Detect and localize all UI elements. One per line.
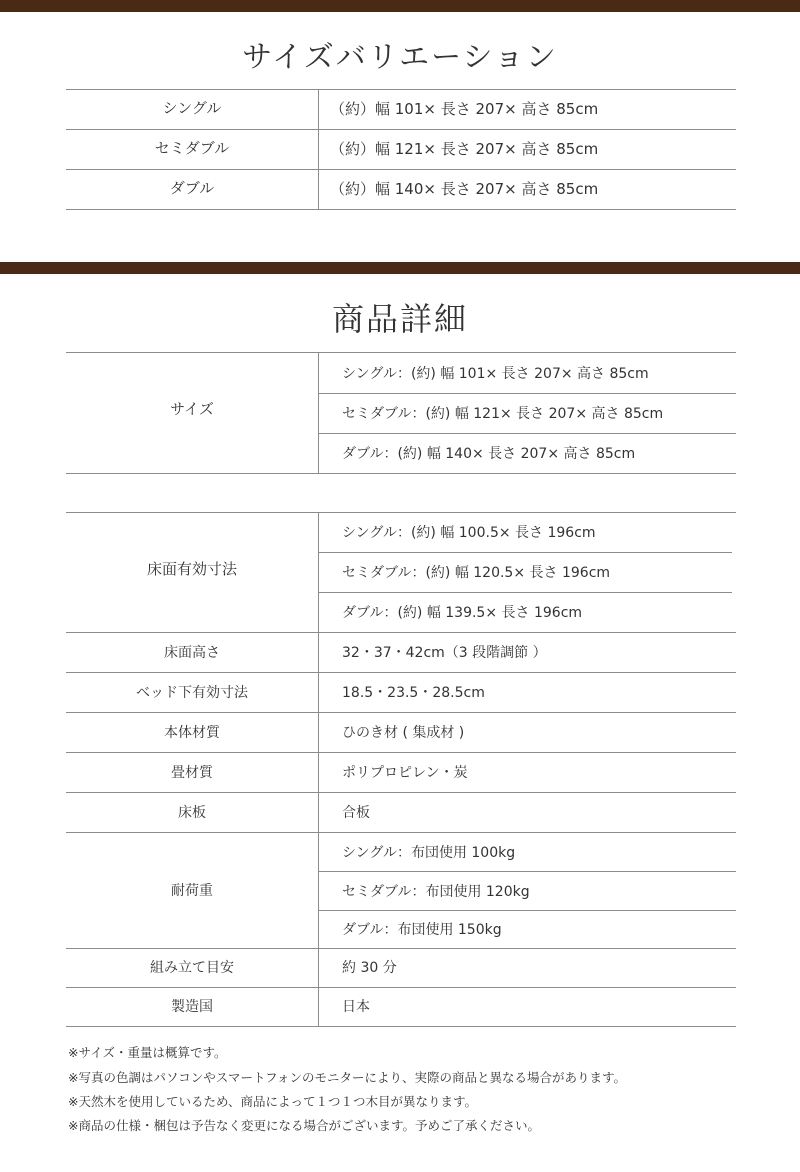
floorboard-label: 床板 bbox=[178, 805, 206, 821]
size-value-semidouble: セミダブル：(約) 幅 121× 長さ 207× 高さ 85cm bbox=[342, 406, 664, 422]
details-title: 商品詳細 bbox=[331, 300, 468, 338]
variation-label-semidouble: セミダブル bbox=[154, 139, 230, 157]
floor-value-double: ダブル：(約) 幅 139.5× 長さ 196cm bbox=[342, 605, 583, 621]
size-value-double: ダブル：(約) 幅 140× 長さ 207× 高さ 85cm bbox=[342, 446, 636, 462]
variation-value-double: （約）幅 140× 長さ 207× 高さ 85cm bbox=[330, 180, 599, 198]
tatami-material-label: 畳材質 bbox=[171, 765, 213, 781]
under-bed-label: ベッド下有効寸法 bbox=[136, 685, 248, 701]
load-value-single: シングル：布団使用 100kg bbox=[342, 845, 516, 861]
origin-value: 日本 bbox=[342, 999, 370, 1015]
floorboard-value: 合板 bbox=[342, 805, 370, 821]
floor-label: 床面有効寸法 bbox=[146, 560, 237, 578]
floor-value-single: シングル：(約) 幅 100.5× 長さ 196cm bbox=[342, 525, 596, 541]
section-divider-bar bbox=[0, 262, 800, 274]
load-label: 耐荷重 bbox=[171, 883, 213, 899]
assembly-value: 約 30 分 bbox=[342, 960, 397, 976]
note-2: ※写真の色調はパソコンやスマートフォンのモニターにより、実際の商品と異なる場合があります。 bbox=[68, 1070, 626, 1085]
load-value-double: ダブル：布団使用 150kg bbox=[342, 922, 502, 938]
variation-label-single: シングル bbox=[162, 99, 222, 117]
size-value-single: シングル：(約) 幅 101× 長さ 207× 高さ 85cm bbox=[342, 366, 649, 382]
variation-label-double: ダブル bbox=[169, 179, 215, 197]
body-material-label: 本体材質 bbox=[164, 725, 220, 741]
under-bed-value: 18.5・23.5・28.5cm bbox=[342, 685, 485, 701]
floor-value-semidouble: セミダブル：(約) 幅 120.5× 長さ 196cm bbox=[342, 565, 611, 581]
variation-value-single: （約）幅 101× 長さ 207× 高さ 85cm bbox=[330, 100, 599, 118]
note-1: ※サイズ・重量は概算です。 bbox=[68, 1045, 227, 1060]
tatami-material-value: ポリプロピレン・炭 bbox=[342, 765, 468, 781]
floor-height-label: 床面高さ bbox=[164, 645, 220, 661]
origin-label: 製造国 bbox=[171, 999, 213, 1015]
note-4: ※商品の仕様・梱包は予告なく変更になる場合がございます。予めご了承ください。 bbox=[68, 1118, 540, 1133]
size-variation-title: サイズバリエーション bbox=[242, 40, 558, 75]
assembly-label: 組み立て目安 bbox=[150, 960, 234, 976]
body-material-value: ひのき材 ( 集成材 ) bbox=[342, 725, 465, 741]
variation-value-semidouble: （約）幅 121× 長さ 207× 高さ 85cm bbox=[330, 140, 599, 158]
floor-height-value: 32・37・42cm（3 段階調節 ） bbox=[342, 645, 547, 661]
top-accent-bar bbox=[0, 0, 800, 12]
note-3: ※天然木を使用しているため、商品によって１つ１つ木目が異なります。 bbox=[68, 1094, 477, 1109]
size-label: サイズ bbox=[170, 400, 214, 418]
load-value-semidouble: セミダブル：布団使用 120kg bbox=[342, 884, 530, 900]
